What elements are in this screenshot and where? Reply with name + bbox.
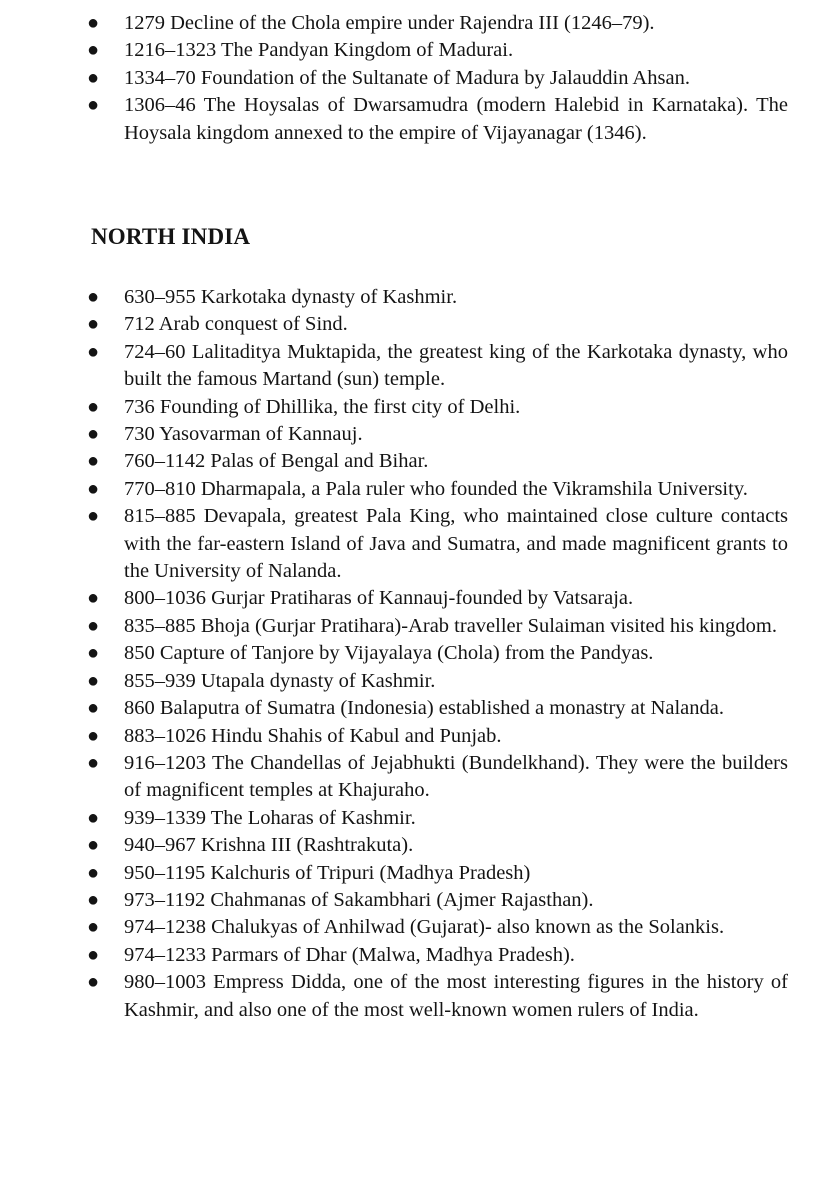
list-item bbox=[86, 914, 788, 941]
list-item-text: 860 Balaputra of Sumatra (Indonesia) established a monastry at Nalanda. bbox=[124, 697, 725, 720]
list-item-text: 800–1036 Gurjar Pratiharas of Kannauj-founded by Vatsaraja. bbox=[124, 587, 634, 610]
list-item-text: 855–939 Utapala dynasty of Kashmir. bbox=[124, 669, 436, 692]
list-item-text: 850 Capture of Tanjore by Vijayalaya (Chola) from the Pandyas. bbox=[124, 642, 654, 665]
bullet-icon: ● bbox=[87, 286, 100, 308]
bullet-icon: ● bbox=[87, 94, 100, 117]
bullet-icon: ● bbox=[87, 971, 100, 994]
list-item-text: 736 Founding of Dhillika, the first city of Delhi. bbox=[124, 395, 521, 418]
list-item-text: 939–1339 The Loharas of Kashmir. bbox=[124, 806, 416, 829]
bullet-icon: ● bbox=[87, 340, 100, 363]
list-item bbox=[86, 37, 788, 64]
list-item bbox=[86, 339, 788, 394]
list-item bbox=[86, 65, 788, 92]
list-item bbox=[86, 394, 788, 421]
section-heading-north-india: NORTH INDIA bbox=[91, 224, 251, 249]
bullet-icon: ● bbox=[87, 423, 100, 446]
list-item-text: 950–1195 Kalchuris of Tripuri (Madhya Pradesh) bbox=[124, 861, 531, 884]
bullet-icon: ● bbox=[87, 751, 100, 774]
bullet-icon: ● bbox=[87, 916, 100, 939]
list-item-text: 974–1238 Chalukyas of Anhilwad (Gujarat)- also known as the Solankis. bbox=[124, 916, 725, 939]
list-item bbox=[86, 92, 788, 147]
list-item bbox=[86, 421, 788, 448]
list-item bbox=[86, 832, 788, 859]
list-item bbox=[86, 887, 788, 914]
list-item-text: 916–1203 The Chandellas of Jejabhukti (Bundelkhand). They were the builders of magnificent temples at Khajuraho. bbox=[124, 751, 788, 802]
list-item bbox=[86, 476, 788, 503]
list-item bbox=[86, 805, 788, 832]
list-item-text: 1306–46 The Hoysalas of Dwarsamudra (modern Halebid in Karnataka). The Hoysala kingdom annexed to the empire of Vijayanagar (1346). bbox=[124, 94, 788, 144]
list-item-text: 815–885 Devapala, greatest Pala King, who maintained close culture contacts with the far-eastern Island of Java and Sumatra, and made magnificent grants to the University of Nalanda. bbox=[124, 505, 788, 583]
list-item bbox=[86, 10, 788, 37]
bullet-icon: ● bbox=[87, 39, 100, 62]
bullet-icon: ● bbox=[87, 669, 100, 692]
list-item bbox=[86, 503, 788, 585]
list-item-text: 883–1026 Hindu Shahis of Kabul and Punjab. bbox=[124, 724, 502, 747]
list-item-text: 1216–1323 The Pandyan Kingdom of Madurai. bbox=[124, 39, 514, 62]
list-item-text: 760–1142 Palas of Bengal and Bihar. bbox=[124, 450, 429, 473]
bullet-icon: ● bbox=[87, 66, 100, 89]
bullet-icon: ● bbox=[87, 505, 100, 528]
list-item-text: 730 Yasovarman of Kannauj. bbox=[124, 423, 363, 446]
list-item bbox=[86, 695, 788, 722]
north-india-list bbox=[86, 284, 788, 1024]
bullet-icon: ● bbox=[87, 477, 100, 500]
bullet-icon: ● bbox=[87, 642, 100, 665]
list-item-text: 973–1192 Chahmanas of Sakambhari (Ajmer Rajasthan). bbox=[124, 888, 594, 911]
list-item bbox=[86, 750, 788, 805]
list-item-text: 1334–70 Foundation of the Sultanate of Madura by Jalauddin Ahsan. bbox=[124, 66, 690, 89]
list-item bbox=[86, 613, 788, 640]
list-item bbox=[86, 942, 788, 969]
list-item bbox=[86, 668, 788, 695]
bullet-icon: ● bbox=[87, 12, 100, 34]
bullet-icon: ● bbox=[87, 450, 100, 473]
list-item bbox=[86, 585, 788, 612]
south-india-list bbox=[86, 10, 788, 147]
bullet-icon: ● bbox=[87, 697, 100, 720]
list-item-text: 980–1003 Empress Didda, one of the most interesting figures in the history of Kashmir, and also one of the most well-known women rulers of India. bbox=[124, 971, 788, 1021]
bullet-icon: ● bbox=[87, 806, 100, 829]
list-item bbox=[86, 860, 788, 887]
bullet-icon: ● bbox=[87, 943, 100, 966]
bullet-icon: ● bbox=[87, 587, 100, 610]
bullet-icon: ● bbox=[87, 861, 100, 884]
list-item bbox=[86, 448, 788, 475]
list-item bbox=[86, 640, 788, 667]
list-item-text: 712 Arab conquest of Sind. bbox=[124, 313, 348, 336]
list-item bbox=[86, 969, 788, 1024]
list-item-text: 1279 Decline of the Chola empire under Rajendra III (1246–79). bbox=[124, 12, 655, 34]
list-item bbox=[86, 723, 788, 750]
bullet-icon: ● bbox=[87, 395, 100, 418]
list-item bbox=[86, 284, 788, 311]
bullet-icon: ● bbox=[87, 313, 100, 336]
list-item-text: 770–810 Dharmapala, a Pala ruler who founded the Vikramshila University. bbox=[124, 477, 748, 500]
list-item-text: 940–967 Krishna III (Rashtrakuta). bbox=[124, 834, 414, 857]
list-item bbox=[86, 311, 788, 338]
bullet-icon: ● bbox=[87, 834, 100, 857]
list-item-text: 835–885 Bhoja (Gurjar Pratihara)-Arab traveller Sulaiman visited his kingdom. bbox=[124, 614, 777, 637]
bullet-icon: ● bbox=[87, 724, 100, 747]
bullet-icon: ● bbox=[87, 614, 100, 637]
list-item-text: 630–955 Karkotaka dynasty of Kashmir. bbox=[124, 286, 458, 308]
list-item-text: 724–60 Lalitaditya Muktapida, the greatest king of the Karkotaka dynasty, who built the famous Martand (sun) temple. bbox=[124, 340, 788, 391]
bullet-icon: ● bbox=[87, 888, 100, 911]
list-item-text: 974–1233 Parmars of Dhar (Malwa, Madhya Pradesh). bbox=[124, 943, 575, 966]
